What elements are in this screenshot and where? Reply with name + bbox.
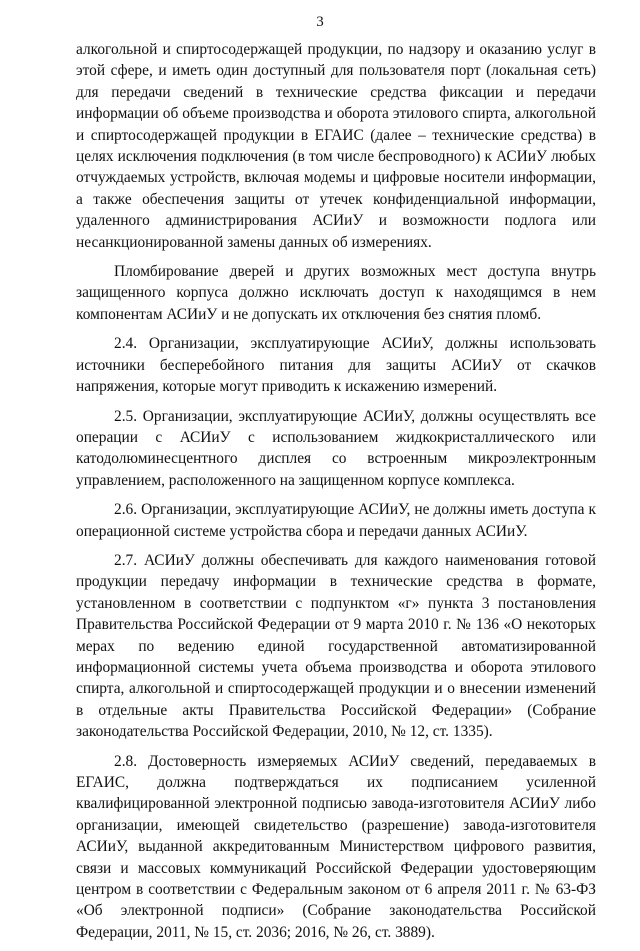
document-body	[76, 39, 596, 951]
paragraph-2-6: 2.6. Организации, эксплуатирующие АСИиУ, не должны иметь доступа к операционной системе устройства сбора и передачи данных АСИиУ.	[76, 501, 596, 540]
paragraph-continuation: алкогольной и спиртосодержащей продукции, по надзору и оказанию услуг в этой сфере, и иметь один доступный для пользователя порт (локальная сеть) для передачи сведений в технические средства фиксации и передачи информации об объеме производства и оборота этилового спирта, алкогольной и спиртосодержащей продукции в ЕГАИС (далее – технические средства) в целях исключения подключения (в том числе беспроводного) к АСИиУ любых отчуждаемых устройств, включая модемы и цифровые носители информации, а также обеспечения защиты от утечек конфиденциальной информации, удаленного администрирования АСИиУ и возможности подлога или несанкционированной замены данных об измерениях.	[76, 41, 596, 251]
paragraph-2-4: 2.4. Организации, эксплуатирующие АСИиУ, должны использовать источники бесперебойного питания для защиты АСИиУ от скачков напряжения, которые могут приводить к искажению измерений.	[76, 335, 596, 396]
paragraph-2-7: 2.7. АСИиУ должны обеспечивать для каждого наименования готовой продукции передачу информации в технические средства в формате, установленном в соответствии с подпунктом «г» пункта 3 постановления Правительства Российской Федерации от 9 марта 2010 г. № 136 «О некоторых мерах по ведению единой государственной автоматизированной информационной системы учета объема производства и оборота этилового спирта, алкогольной и спиртосодержащей продукции и о внесении изменений в отдельные акты Правительства Российской Федерации» (Собрание законодательства Российской Федерации, 2010, № 12, ст. 1335).	[76, 551, 596, 741]
page-number: 3	[316, 14, 324, 30]
paragraph-2-5: 2.5. Организации, эксплуатирующие АСИиУ, должны осуществлять все операции с АСИиУ с использованием жидкокристаллического или катодолюминесцентного дисплея со встроенным микроэлектронным управлением, расположенного на защищенном корпусе комплекса.	[76, 407, 596, 489]
paragraph-sealing: Пломбирование дверей и других возможных мест доступа внутрь защищенного корпуса должно исключать доступ к находящимся в нем компонентам АСИиУ и не допускать их отключения без снятия пломб.	[76, 263, 596, 323]
paragraph-2-8: 2.8. Достоверность измеряемых АСИиУ сведений, передаваемых в ЕГАИС, должна подтверждаться их подписанием усиленной квалифицированной электронной подписью завода-изготовителя АСИиУ либо организации, имеющей свидетельство (разрешение) завода-изготовителя АСИиУ, выданной аккредитованным Министерством цифрового развития, связи и массовых коммуникаций Российской Федерации удостоверяющим центром в соответствии с Федеральным законом от 6 апреля 2011 г. № 63-ФЗ «Об электронной подписи» (Собрание законодательства Российской Федерации, 2011, № 15, ст. 2036; 2016, № 26, ст. 3889).	[76, 752, 596, 941]
